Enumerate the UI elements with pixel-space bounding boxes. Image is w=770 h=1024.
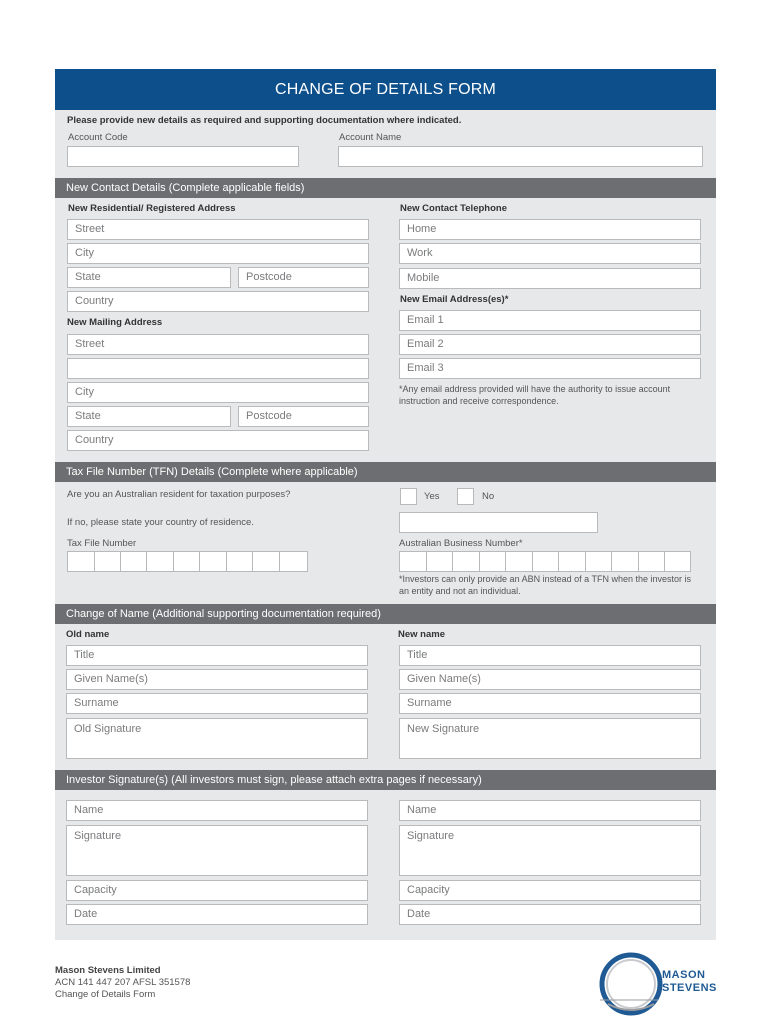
old-title-input[interactable]: Title (66, 645, 368, 666)
investor-2-capacity-input[interactable]: Capacity (399, 880, 701, 901)
residential-street-input[interactable]: Street (67, 219, 369, 240)
work-phone-input[interactable]: Work (399, 243, 701, 264)
residential-heading: New Residential/ Registered Address (68, 203, 236, 214)
new-name-heading: New name (398, 629, 445, 640)
resident-question: Are you an Australian resident for taxation purposes? (67, 489, 291, 500)
tfn-section-header: Tax File Number (TFN) Details (Complete where applicable) (55, 462, 716, 482)
footer-company: Mason Stevens Limited (55, 965, 161, 976)
old-name-heading: Old name (66, 629, 110, 640)
abn-input[interactable] (399, 551, 691, 572)
abn-note: *Investors can only provide an ABN instead of a TFN when the investor is an entity and not an individual. (399, 574, 691, 596)
investor-1-capacity-input[interactable]: Capacity (66, 880, 368, 901)
residential-country-input[interactable]: Country (67, 291, 369, 312)
mobile-phone-input[interactable]: Mobile (399, 268, 701, 289)
account-code-input[interactable] (67, 146, 299, 167)
resident-yes-label: Yes (424, 491, 440, 502)
name-change-section-header: Change of Name (Additional supporting documentation required) (55, 604, 716, 624)
mailing-state-input[interactable]: State (67, 406, 231, 427)
mailing-street-line2-input[interactable] (67, 358, 369, 379)
form-title: CHANGE OF DETAILS FORM (55, 69, 716, 110)
account-code-label: Account Code (68, 132, 128, 143)
email-1-input[interactable]: Email 1 (399, 310, 701, 331)
account-name-label: Account Name (339, 132, 402, 143)
resident-no-checkbox[interactable] (457, 488, 474, 505)
footer-acn: ACN 141 447 207 AFSL 351578 (55, 977, 191, 988)
new-signature-field[interactable]: New Signature (399, 718, 701, 759)
country-question: If no, please state your country of residence. (67, 517, 254, 528)
home-phone-input[interactable]: Home (399, 219, 701, 240)
mason-stevens-logo (598, 952, 720, 1016)
new-surname-input[interactable]: Surname (399, 693, 701, 714)
residential-postcode-input[interactable]: Postcode (238, 267, 369, 288)
old-signature-field[interactable]: Old Signature (66, 718, 368, 759)
mailing-street-input[interactable]: Street (67, 334, 369, 355)
mailing-city-input[interactable]: City (67, 382, 369, 403)
residential-city-input[interactable]: City (67, 243, 369, 264)
investor-1-date-input[interactable]: Date (66, 904, 368, 925)
investor-2-name-input[interactable]: Name (399, 800, 701, 821)
logo-text-line2: STEVENS (662, 982, 717, 994)
investor-1-name-input[interactable]: Name (66, 800, 368, 821)
telephone-heading: New Contact Telephone (400, 203, 507, 214)
residential-state-input[interactable]: State (67, 267, 231, 288)
resident-no-label: No (482, 491, 495, 502)
mailing-postcode-input[interactable]: Postcode (238, 406, 369, 427)
mailing-country-input[interactable]: Country (67, 430, 369, 451)
resident-yes-checkbox[interactable] (400, 488, 417, 505)
footer-form-name: Change of Details Form (55, 989, 156, 1000)
mailing-heading: New Mailing Address (67, 317, 163, 328)
new-given-names-input[interactable]: Given Name(s) (399, 669, 701, 690)
tfn-label: Tax File Number (67, 538, 137, 549)
contact-section-header: New Contact Details (Complete applicable fields) (55, 178, 716, 198)
investor-1-signature-field[interactable]: Signature (66, 825, 368, 876)
country-of-residence-input[interactable] (399, 512, 598, 533)
tfn-input[interactable] (67, 551, 308, 572)
logo-text-line1: MASON (662, 969, 706, 981)
abn-label: Australian Business Number* (399, 538, 523, 549)
investor-2-signature-field[interactable]: Signature (399, 825, 701, 876)
email-heading: New Email Address(es)* (400, 294, 509, 305)
email-note: *Any email address provided will have the authority to issue account instruction and receive correspondence. (399, 384, 671, 406)
investor-2-date-input[interactable]: Date (399, 904, 701, 925)
account-name-input[interactable] (338, 146, 703, 167)
email-3-input[interactable]: Email 3 (399, 358, 701, 379)
investor-section-header: Investor Signature(s) (All investors must sign, please attach extra pages if necessary) (55, 770, 716, 790)
intro-text: Please provide new details as required and supporting documentation where indicated. (67, 115, 462, 126)
old-surname-input[interactable]: Surname (66, 693, 368, 714)
old-given-names-input[interactable]: Given Name(s) (66, 669, 368, 690)
new-title-input[interactable]: Title (399, 645, 701, 666)
email-2-input[interactable]: Email 2 (399, 334, 701, 355)
